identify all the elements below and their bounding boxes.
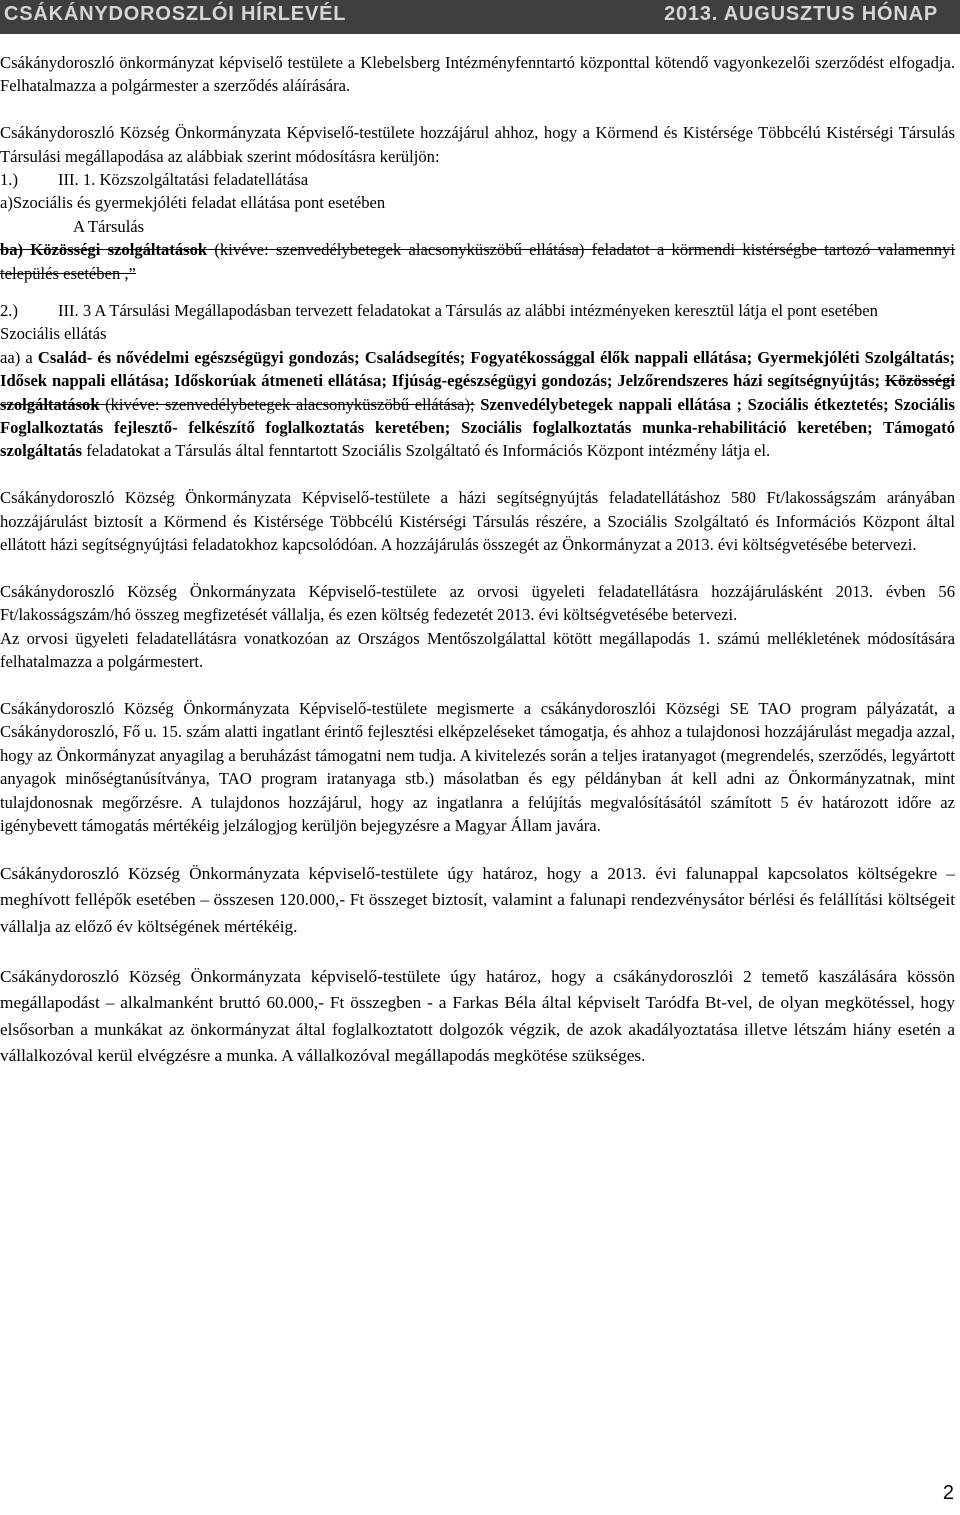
paragraph-temeto-kaszalas: Csákánydoroszló Község Önkormányzata képviselő-testülete úgy határoz, hogy a csákánydoroszlói 2 temető kaszálására kössön megállapodást – alkalmanként bruttó 60.000,- Ft összegben - a Farkas Béla által képviselt Taródfa Bt-vel, de olyan megkötéssel, hogy elsősorban a munkákat az önkormányzat által foglalkoztatott dolgozók végzik, de azok akadályoztatása illetve létszám hiány esetén a vállalkozóval kerül elvégzésre a munka. A vállalkozóval megállapodás megkötése szükséges. [0,966,955,1066]
newsletter-title: CSÁKÁNYDOROSZLÓI HÍRLEVÉL [4,3,347,25]
paragraph-tarsulas-modification [0,121,955,463]
newsletter-header [0,0,960,34]
ba-bold: ba) Közösségi szolgáltatások [0,240,208,260]
paragraph-klebelsberg: Csákánydoroszló önkormányzat képviselő testülete a Klebelsberg Intézményfenntartó központtal kötendő vagyonkezelői szerződést elfogadja. Felhatalmazza a polgármester a szerződés aláírására. [0,53,955,96]
item-2-text: III. 3 A Társulási Megállapodásban tervezett feladatokat a Társulás az alábbi intézményeken keresztül látja el pont esetében [57,301,878,321]
item-1-text: III. 1. Közszolgáltatási feladatellátása [57,170,309,190]
aa-strike: (kivéve: szenvedélybetegek alacsonyküszöbű ellátása); [99,394,475,414]
aa-bold-1: Család- és nővédelmi egészségügyi gondozás; Családsegítés; Fogyatékossággal élők nappali ellátása; Gyermekjóléti Szolgáltatás; Idősek nappali ellátása; Időskorúak átmeneti ellátása; Ifjúság-egészségügyi gondozás; Jelzőrendszeres házi segítségnyújtás; [0,347,955,391]
aa-end: feladatokat a Társulás által fenntartott Szociális Szolgáltató és Információs Központ intézmény látja el. [82,441,771,461]
aa-strike-bold: Közösségi szolgáltatások [0,371,955,414]
paragraph-tao-program: Csákánydoroszló Község Önkormányzata Képviselő-testülete megismerte a csákánydoroszlói Községi SE TAO program pályázatát, a Csákánydoroszló, Fő u. 15. szám alatti ingatlant érintő fejlesztési elképzeléseket támogatja, és ahhoz a tulajdonosi hozzájárulást megadja azzal, hogy az Önkormányzat anyagilag a beruházást támogatni nem tudja. A kivitelezés során a teljes iratanyagot (megrendelés, szerződés, legyártott anyagok minőségtanúsítványa, TAO program iratanyaga stb.) másolatban és egy példányban át kell adni az Önkormányzatnak, mint tulajdonosnak megőrzésre. A tulajdonos hozzájárul, hogy az ingatlanra a felújítás megvalósításától számított 5 év határozott időre az igénybevett támogatás mértékéig jelzálogjog kerüljön bejegyzésre a Magyar Állam javára. [0,698,955,835]
document-body [0,51,955,1070]
paragraph-mentoszolgalat: Az orvosi ügyeleti feladatellátásra vonatkozóan az Országos Mentőszolgálattal kötött megállapodás 1. számú mellékletének módosítására felhatalmazza a polgármestert. [0,628,955,672]
issue-date: 2013. AUGUSZTUS HÓNAP [664,3,938,25]
line-szocialis-ellatas: Szociális ellátás [0,324,107,344]
item-2 [0,299,955,322]
paragraph-hazi-segitsegnyujtas: Csákánydoroszló Község Önkormányzata Képviselő-testülete a házi segítségnyújtás feladatellátáshoz 580 Ft/lakosságszám arányában hozzájárulást biztosít a Körmend és Kistérsége Többcélú Kistérségi Társulás részére, a Szociális Szolgáltató és Információs Központ által ellátott házi segítségnyújtási feladatokhoz kapcsolódóan. A hozzájárulás összegét az Önkormányzat a 2013. évi költségvetésébe betervezi. [0,488,955,555]
line-a-szocialis: a)Szociális és gyermekjóléti feladat ellátása pont esetében [0,193,386,213]
item-1-number: 1.) [0,170,18,190]
aa-start: aa) a [0,347,38,367]
page-number: 2 [942,1482,954,1504]
tarsulas-intro: Csákánydoroszló Község Önkormányzata Képviselő-testülete hozzájárul ahhoz, hogy a Körmend és Kistérsége Többcélú Kistérségi Társulás Társulási megállapodása az alábbiak szerint módosításra kerüljön: [0,123,955,166]
paragraph-falunap: Csákánydoroszló Község Önkormányzata képviselő-testülete úgy határoz, hogy a 2013. évi falunappal kapcsolatos költségekre – meghívott fellépők esetében – összesen 120.000,- Ft összeget biztosít, valamint a falunapi rendezvénysátor bérlési és felállítási költségeit vállalja az előző év költségének mértékéig. [0,863,955,936]
ba-rest: (kivéve: szenvedélybetegek alacsonyküszöbű ellátása) feladatot a körmendi kistérségbe tartozó valamennyi település esetében ,” [0,240,956,283]
line-a-tarsulas: A Társulás [73,216,145,236]
paragraph-orvosi-ugyelet: Csákánydoroszló Község Önkormányzata Képviselő-testülete az orvosi ügyeleti feladatellátásra hozzájárulásként 2013. évben 56 Ft/lakosságszám/hó összeg megfizetését vállalja, és ezen költség fedezetét 2013. évi költségvetésébe betervezi. [0,581,955,625]
line-aa [0,346,955,463]
line-ba-struck [0,238,955,285]
aa-bold-2: Szenvedélybetegek nappali ellátása ; Szociális étkeztetés; Szociális Foglalkoztatás fejlesztő- felkészítő foglalkoztatás keretében; Szociális foglalkoztatás munka-rehabilitáció keretében; Támogató szolgáltatás [0,394,955,461]
item-1 [0,168,955,191]
item-2-number: 2.) [0,301,18,321]
